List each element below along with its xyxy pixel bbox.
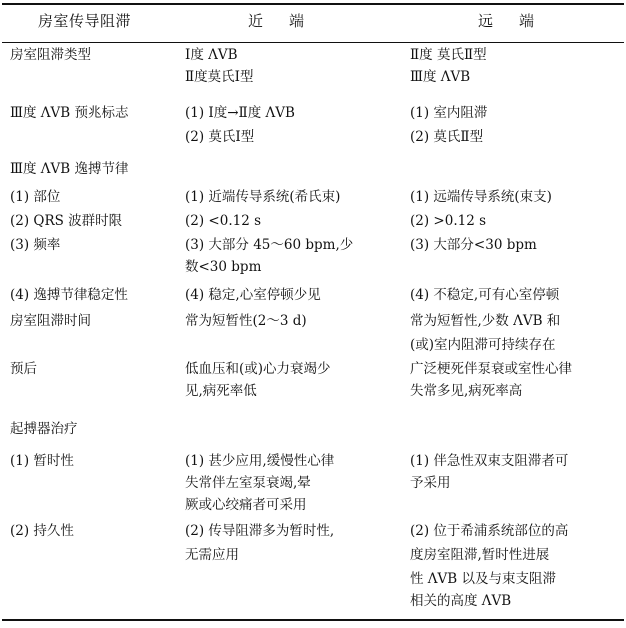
cell-row-18-c3: (2) 位于希浦系统部位的高 <box>410 523 569 539</box>
cell-row-7-c2: (3) 大部分 45～60 bpm,少 <box>185 237 354 253</box>
cell-row-19-c2: 无需应用 <box>185 547 239 563</box>
cell-row-2-c1: Ⅲ度 ΛVB 预兆标志 <box>10 105 129 121</box>
cell-row-7-c1: (3) 频率 <box>10 237 61 253</box>
cell-row-0-c2: Ⅰ度 ΛVB <box>185 47 238 63</box>
cell-row-15-c1: (1) 暂时性 <box>10 453 74 469</box>
cell-row-9-c3: (4) 不稳定,可有心室停顿 <box>410 287 560 303</box>
cell-row-12-c2: 低血压和(或)心力衰竭少 <box>185 361 331 377</box>
cell-row-2-c2: (1) Ⅰ度→Ⅱ度 ΛVB <box>185 105 295 121</box>
cell-row-4-c1: Ⅲ度 ΛVB 逸搏节律 <box>10 161 129 177</box>
cell-row-6-c3: (2) >0.12 s <box>410 213 487 229</box>
cell-row-13-c2: 见,病死率低 <box>185 383 257 399</box>
cell-row-19-c3: 度房室阻滞,暂时性进展 <box>410 547 550 563</box>
cell-row-17-c2: 厥或心绞痛者可采用 <box>185 497 307 513</box>
cell-row-7-c3: (3) 大部分<30 bpm <box>410 237 537 253</box>
cell-row-20-c3: 性 ΛVB 以及与束支阻滞 <box>410 571 557 587</box>
cell-row-8-c2: 数<30 bpm <box>185 259 262 275</box>
cell-row-0-c3: Ⅱ度 莫氏Ⅱ型 <box>410 47 487 63</box>
cell-row-3-c2: (2) 莫氏Ⅰ型 <box>185 129 255 145</box>
cell-row-2-c3: (1) 室内阻滞 <box>410 105 488 121</box>
cell-row-15-c3: (1) 伴急性双束支阻滞者可 <box>410 453 569 469</box>
cell-row-1-c3: Ⅲ度 ΛVB <box>410 69 471 85</box>
cell-row-16-c2: 失常伴左室泵衰竭,晕 <box>185 475 311 491</box>
cell-row-12-c1: 预后 <box>10 361 37 377</box>
bottom-rule <box>2 619 624 621</box>
cell-row-15-c2: (1) 甚少应用,缓慢性心律 <box>185 453 335 469</box>
top-rule <box>2 3 624 5</box>
cell-row-21-c3: 相关的高度 ΛVB <box>410 593 512 609</box>
cell-row-10-c2: 常为短暂性(2～3 d) <box>185 313 307 329</box>
cell-row-10-c3: 常为短暂性,少数 ΛVB 和 <box>410 313 561 329</box>
cell-row-6-c1: (2) QRS 波群时限 <box>10 213 123 229</box>
cell-row-13-c3: 失常多见,病死率高 <box>410 383 523 399</box>
cell-row-18-c2: (2) 传导阻滞多为暂时性, <box>185 523 335 539</box>
cell-row-9-c2: (4) 稳定,心室停顿少见 <box>185 287 321 303</box>
cell-row-9-c1: (4) 逸搏节律稳定性 <box>10 287 128 303</box>
cell-row-1-c2: Ⅱ度莫氏Ⅰ型 <box>185 69 254 85</box>
cell-row-6-c2: (2) <0.12 s <box>185 213 262 229</box>
cell-row-14-c1: 起搏器治疗 <box>10 421 78 437</box>
cell-row-10-c1: 房室阻滞时间 <box>10 313 91 329</box>
cell-row-16-c3: 予采用 <box>410 475 451 491</box>
cell-row-3-c3: (2) 莫氏Ⅱ型 <box>410 129 484 145</box>
cell-row-12-c3: 广泛梗死伴泵衰或室性心律 <box>410 361 572 377</box>
header-rule <box>2 42 624 43</box>
header-proximal: 近端 <box>248 12 331 30</box>
cell-row-11-c3: (或)室内阻滞可持续存在 <box>410 337 556 353</box>
cell-row-5-c2: (1) 近端传导系统(希氏束) <box>185 189 341 205</box>
cell-row-18-c1: (2) 持久性 <box>10 523 74 539</box>
header-type: 房室传导阻滞 <box>38 12 132 30</box>
cell-row-5-c3: (1) 远端传导系统(束支) <box>410 189 552 205</box>
header-distal: 远端 <box>478 12 561 30</box>
cell-row-0-c1: 房室阻滞类型 <box>10 47 91 63</box>
cell-row-5-c1: (1) 部位 <box>10 189 61 205</box>
